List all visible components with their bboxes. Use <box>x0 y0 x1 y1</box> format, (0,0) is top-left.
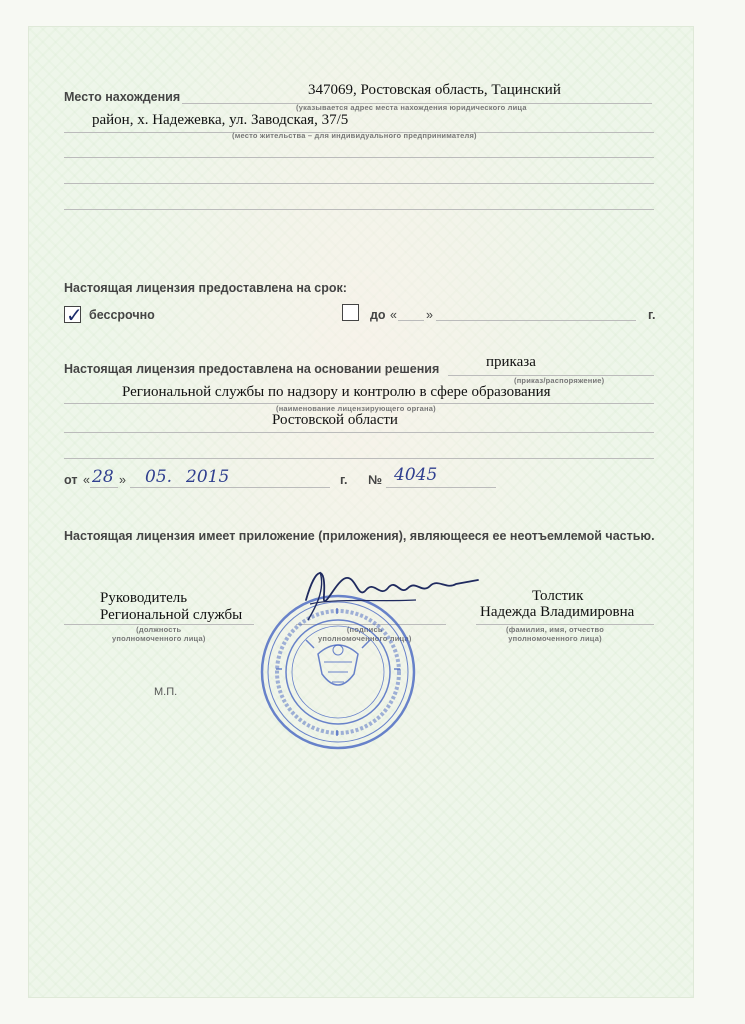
license-number: 4045 <box>394 465 438 485</box>
address-line-2: район, х. Надежевка, ул. Заводская, 37/5 <box>92 112 349 128</box>
date-year-suffix: г. <box>340 473 348 487</box>
address-hint-2: (место жительства – для индивидуального предпринимателя) <box>232 131 477 140</box>
position-line-1: Руководитель <box>100 590 188 606</box>
license-sheet <box>28 26 694 998</box>
signature-hint: (подпись уполномоченного лица) <box>318 625 412 643</box>
indefinite-label: бессрочно <box>89 308 155 322</box>
blank-line-1 <box>64 157 654 158</box>
until-date-line <box>436 320 636 321</box>
basis-label: Настоящая лицензия предоставлена на основании решения <box>64 362 440 376</box>
month-year-line <box>130 487 330 488</box>
position-hint: (должность уполномоченного лица) <box>112 625 206 643</box>
authority-line-2 <box>64 432 654 433</box>
date-month: 05. <box>145 467 173 487</box>
until-quote-open: « <box>390 308 397 322</box>
check-icon: ✓ <box>66 303 83 327</box>
position-line-2: Региональной службы <box>100 607 243 623</box>
until-checkbox[interactable] <box>342 304 359 321</box>
date-day: 28 <box>92 467 114 487</box>
number-line <box>386 487 496 488</box>
until-day-line <box>398 320 424 321</box>
name-line-1: Толстик <box>532 588 584 604</box>
decision-hint: (приказ/распоряжение) <box>514 376 605 385</box>
date-year: 2015 <box>186 467 230 487</box>
number-label: № <box>368 473 382 487</box>
decision-type: приказа <box>486 354 536 370</box>
authority-name-1: Региональной службы по надзору и контролю в сфере образования <box>122 384 551 400</box>
address-hint-1: (указывается адрес места нахождения юридического лица <box>296 103 527 112</box>
blank-line-3 <box>64 209 654 210</box>
location-label: Место нахождения <box>64 90 181 104</box>
authority-hint: (наименование лицензирующего органа) <box>276 404 436 413</box>
authority-name-2: Ростовской области <box>272 412 398 428</box>
blank-line-4 <box>64 458 654 459</box>
term-label: Настоящая лицензия предоставлена на срок: <box>64 281 347 295</box>
name-line-2: Надежда Владимировна <box>480 604 635 620</box>
until-quote-close: » <box>426 308 433 322</box>
date-quote-close: » <box>119 473 126 487</box>
blank-line-2 <box>64 183 654 184</box>
appendix-note: Настоящая лицензия имеет приложение (приложения), являющееся ее неотъемлемой частью. <box>64 529 655 543</box>
from-label: от <box>64 473 78 487</box>
day-line <box>90 487 118 488</box>
name-hint: (фамилия, имя, отчество уполномоченного лица) <box>506 625 605 643</box>
date-quote-open: « <box>83 473 90 487</box>
address-line-1: 347069, Ростовская область, Тацинский <box>308 82 561 98</box>
handwritten-signature <box>296 560 486 630</box>
until-label: до <box>370 308 386 322</box>
until-year-suffix: г. <box>648 308 656 322</box>
seal-label: М.П. <box>154 686 178 698</box>
